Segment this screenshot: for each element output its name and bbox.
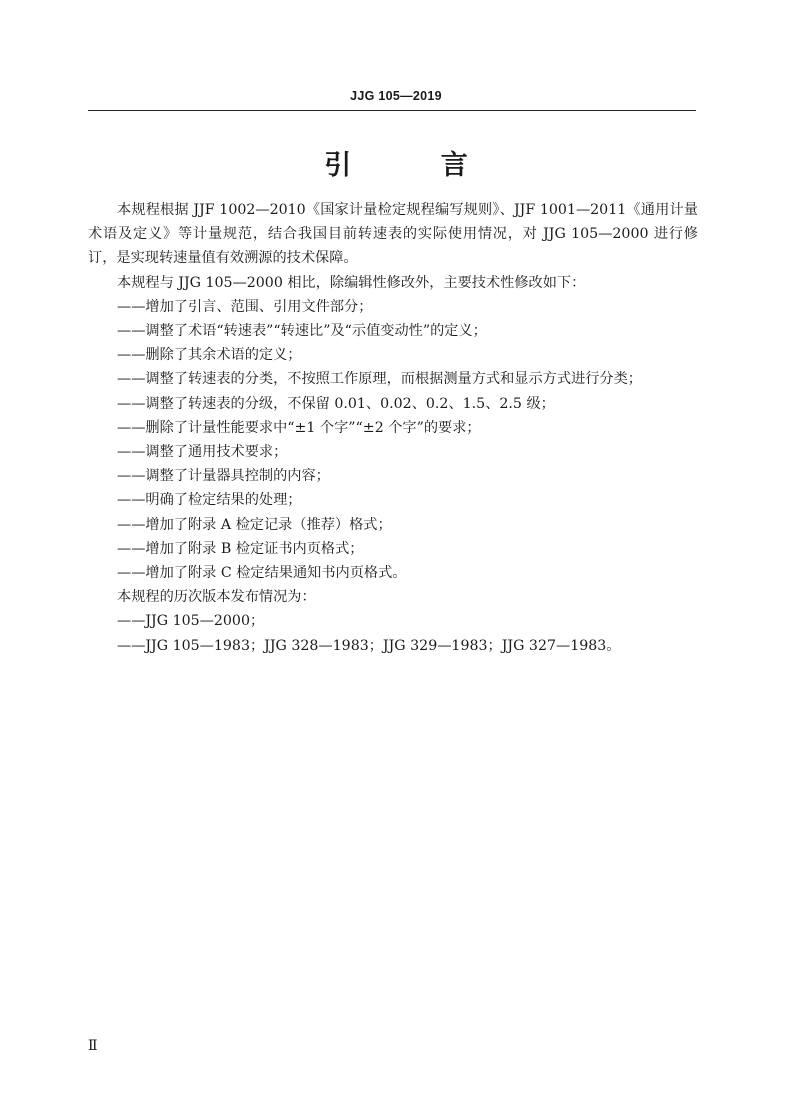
change-item: ——删除了计量性能要求中“±1 个字”“±2 个字”的要求； [117, 419, 481, 436]
changes-intro-paragraph: 本规程与 JJG 105—2000 相比，除编辑性修改外，主要技术性修改如下： [117, 274, 586, 291]
header-divider [88, 110, 696, 111]
change-item: ——删除了其余术语的定义； [117, 347, 302, 364]
change-item: ——增加了引言、范围、引用文件部分； [117, 298, 373, 315]
history-item: ——JJG 105—1983；JJG 328—1983；JJG 329—1983；JJG 327—1983。 [117, 637, 621, 654]
change-item: ——增加了附录 B 检定证书内页格式； [117, 540, 364, 557]
intro-paragraph: 本规程根据 JJF 1002—2010《国家计量检定规程编写规则》、JJF 1001—2011《通用计量术语及定义》等计量规范，结合我国目前转速表的实际使用情况，对 JJG 105—2000 进行修订，是实现转速量值有效溯源的技术保障。 [88, 202, 698, 267]
document-body [88, 198, 698, 658]
change-item: ——增加了附录 A 检定记录（推荐）格式； [117, 516, 392, 533]
page-title: 引 言 [324, 150, 508, 181]
change-item: ——明确了检定结果的处理； [117, 492, 302, 509]
page-number: Ⅱ [88, 1038, 98, 1054]
change-item: ——调整了计量器具控制的内容； [117, 468, 330, 485]
document-code-header: JJG 105—2019 [350, 89, 442, 103]
change-item: ——调整了术语“转速表”“转速比”及“示值变动性”的定义； [117, 323, 487, 340]
change-item: ——增加了附录 C 检定结果通知书内页格式。 [117, 565, 407, 582]
change-item: ——调整了通用技术要求； [117, 444, 288, 461]
change-item: ——调整了转速表的分类，不按照工作原理，而根据测量方式和显示方式进行分类； [117, 371, 642, 388]
history-item: ——JJG 105—2000； [117, 613, 265, 630]
change-item: ——调整了转速表的分级，不保留 0.01、0.02、0.2、1.5、2.5 级； [117, 395, 555, 412]
history-intro-paragraph: 本规程的历次版本发布情况为： [117, 589, 316, 606]
